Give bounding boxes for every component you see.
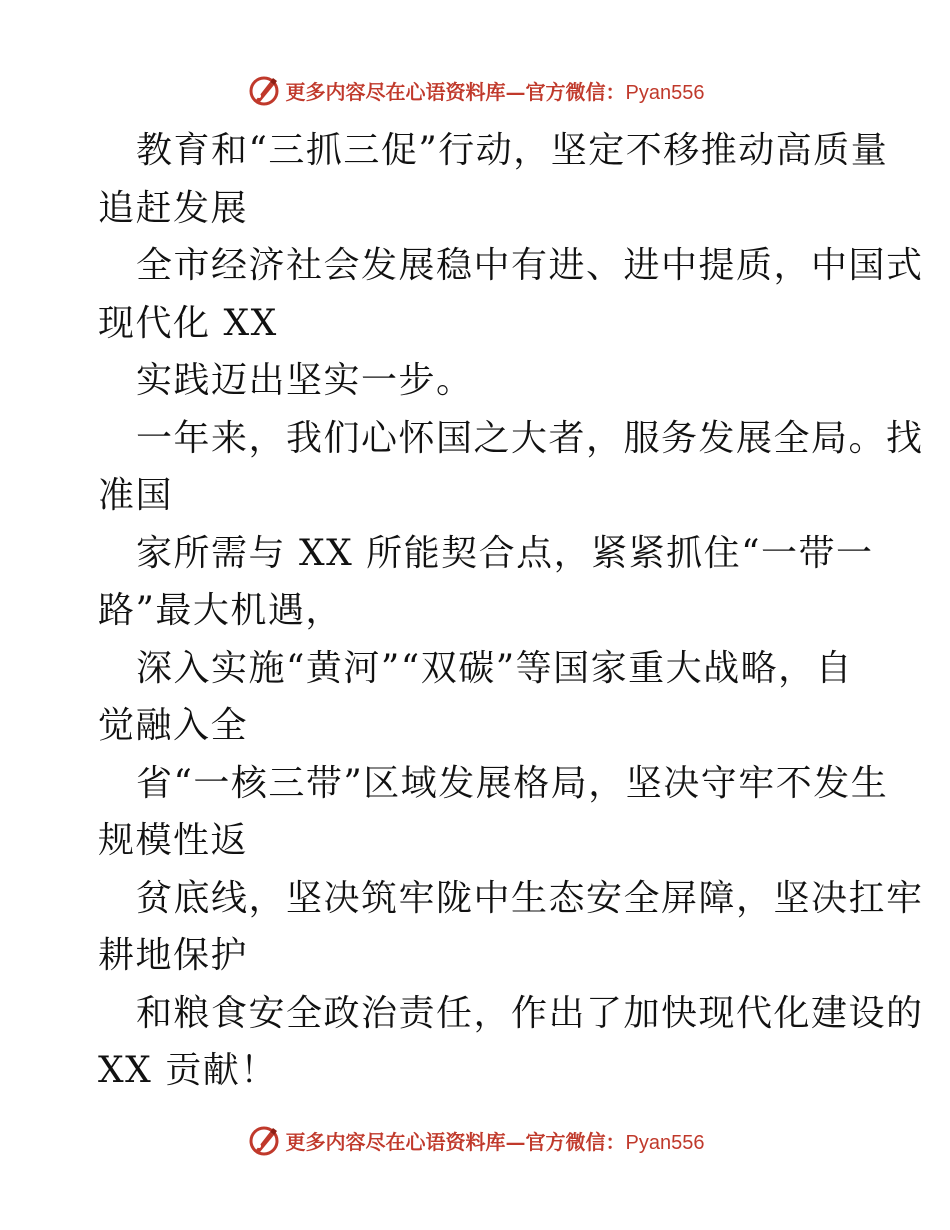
header-watermark	[0, 70, 950, 110]
text-line: 一年来，我们心怀国之大者，服务发展全局。找	[136, 417, 924, 459]
text-line: 现代化 XX	[98, 302, 278, 344]
watermark-text	[286, 76, 705, 105]
body-text	[98, 122, 924, 1100]
text-line: 觉融入全	[98, 705, 249, 746]
text-line: 教育和“三抓三促”行动，坚定不移推动高质量	[136, 130, 889, 171]
text-line: 贫底线，坚决筑牢陇中生态安全屏障，坚决扛牢	[136, 877, 924, 919]
text-line: 和粮食安全政治责任，作出了加快现代化建设的	[136, 992, 924, 1034]
text-line: XX 贡献！	[98, 1050, 278, 1091]
text-line: 省“一核三带”区域发展格局，坚决守牢不发生	[136, 762, 889, 804]
watermark-text	[286, 1126, 705, 1155]
pen-logo-icon	[246, 72, 282, 108]
text-line: 全市经济社会发展稳中有进、进中提质，中国式	[136, 245, 924, 286]
pen-logo-icon	[246, 1122, 282, 1158]
footer-watermark	[0, 1120, 950, 1160]
text-line: 追赶发展	[98, 187, 249, 229]
text-line: 深入实施“黄河”“双碳”等国家重大战略，自	[136, 647, 854, 689]
text-line: 实践迈出坚实一步。	[136, 360, 474, 401]
text-line: 规模性返	[98, 820, 249, 861]
watermark-wechat-id: Pyan556	[625, 81, 705, 104]
text-line: 路”最大机遇，	[98, 590, 343, 631]
watermark-label: 更多内容尽在心语资料库—官方微信：	[285, 79, 626, 104]
text-line: 耕地保护	[98, 935, 249, 976]
watermark-label: 更多内容尽在心语资料库—官方微信：	[285, 1129, 626, 1154]
text-line: 家所需与 XX 所能契合点，紧紧抓住“一带一	[136, 532, 874, 574]
watermark-wechat-id: Pyan556	[625, 1131, 705, 1154]
text-line: 准国	[98, 475, 174, 516]
